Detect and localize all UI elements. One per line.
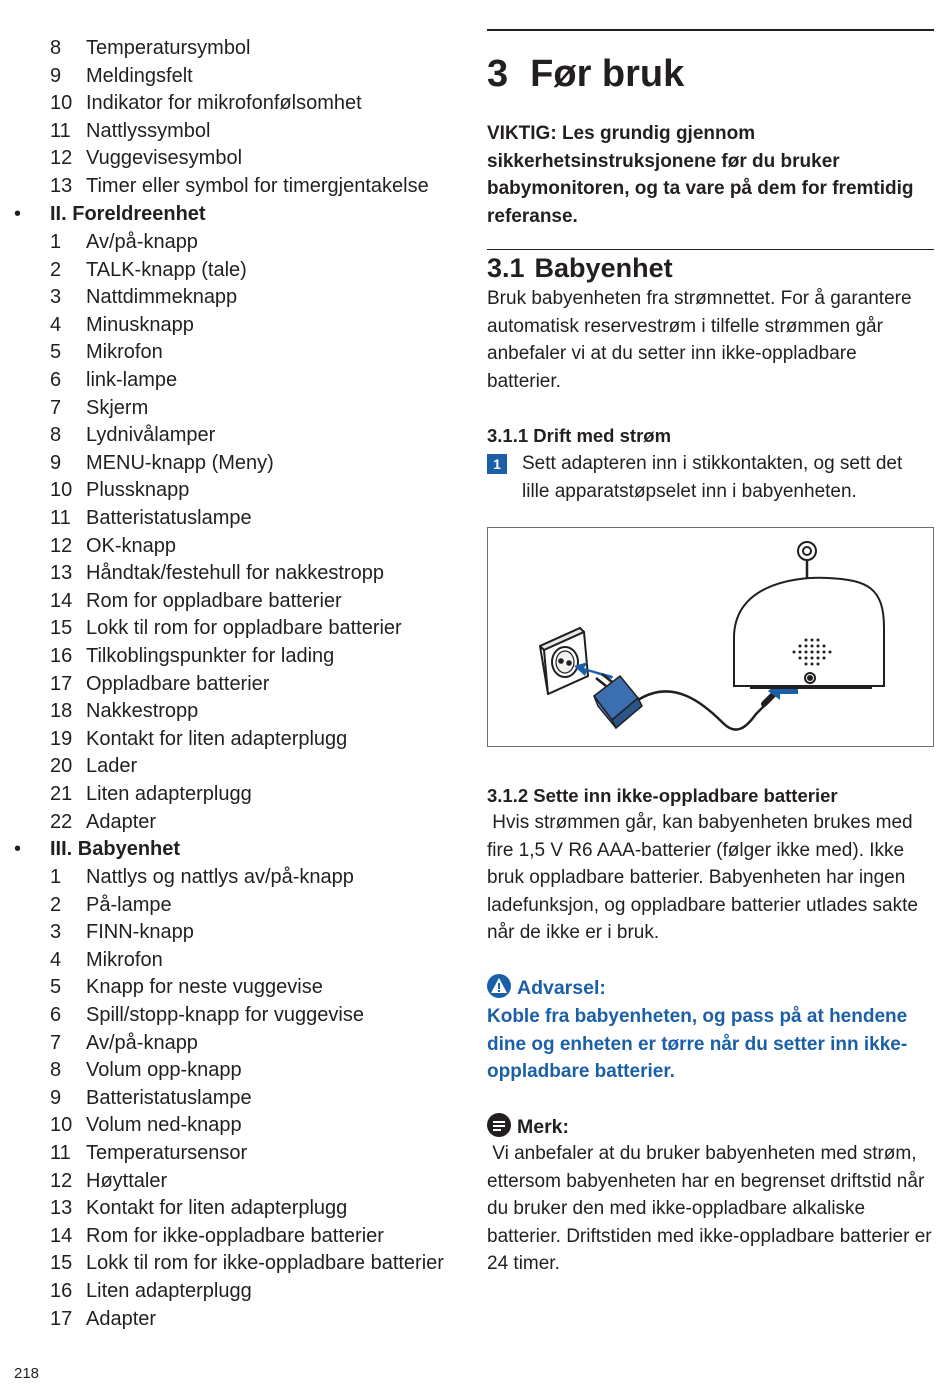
list-item-number: 11 [50, 119, 71, 142]
step-item [487, 450, 934, 505]
section-heading-3-1 [487, 252, 673, 284]
subsection-heading-3-1-1: 3.1.1 Drift med strøm [487, 425, 672, 446]
list-item-text: Liten adapterplugg [86, 783, 252, 805]
section-3-1-2-body: Hvis strømmen går, kan babyenheten brukes med fire 1,5 V R6 AAA-batterier (følger ikke med). Ikke bruk oppladbare batterier. Babyenheten har ingen ladefunksjon, og oppladbare batterier utlades sakte når de ikke er i bruk. [487, 812, 924, 943]
important-notice: VIKTIG: Les grundig gjennom sikkerhetsinstruksjonene før du bruker babymonitoren, og ta vare på dem for fremtidig referanse. [487, 123, 914, 227]
list-item-text: Adapter [86, 1307, 157, 1330]
list-item-number: 3 [50, 921, 62, 944]
list-item-number: 12 [50, 1169, 73, 1192]
list-item-number: 3 [50, 286, 62, 309]
list-item-number: 12 [50, 534, 73, 557]
page-number: 218 [14, 1365, 40, 1382]
list-item-text: FINN-knapp [86, 921, 194, 944]
list-item-number: 16 [50, 1280, 73, 1302]
list-item-text: TALK-knapp (tale) [86, 258, 247, 281]
list-item-number: 11 [50, 1142, 71, 1164]
list-item-number: 8 [50, 1059, 62, 1082]
list-item-text: Høyttaler [86, 1169, 168, 1192]
list-item-text: Lader [86, 755, 138, 778]
list-item-text: Lokk til rom for oppladbare batterier [86, 617, 402, 640]
list-item-number: 11 [50, 507, 71, 529]
list-item-number: 7 [50, 396, 62, 419]
list-item-text: Nattlys og nattlys av/på-knapp [86, 866, 354, 888]
chapter-name: Før bruk [530, 53, 685, 95]
list-item-number: 2 [50, 893, 62, 916]
list-item-text: Håndtak/festehull for nakkestropp [86, 562, 384, 585]
list-item-text: Vuggevisesymbol [86, 147, 243, 170]
warning-text: Koble fra babyenheten, og pass på at hendene dine og enheten er tørre når du setter inn ikke-oppladbare batterier. [487, 1006, 908, 1082]
list-item-number: 8 [50, 37, 62, 59]
list-item-number: 8 [50, 424, 62, 447]
list-item-text: Av/på-knapp [86, 1031, 198, 1054]
list-item-text: Plussknapp [86, 479, 190, 502]
list-item-number: 15 [50, 617, 73, 640]
section-title: III. Babyenhet [50, 838, 181, 860]
list-item-number: 4 [50, 313, 62, 336]
list-item-number: 4 [50, 948, 62, 971]
wall-socket-icon [540, 628, 588, 694]
subsection-heading-3-1-2: 3.1.2 Sette inn ikke-oppladbare batterier [487, 785, 838, 806]
chapter-title [487, 52, 684, 96]
list-item-number: 13 [50, 1197, 73, 1220]
list-item-text: Nattlyssymbol [86, 119, 211, 142]
list-item-text: Adapter [86, 810, 157, 833]
list-item-text: Minusknapp [86, 313, 194, 336]
list-item-text: Kontakt for liten adapterplugg [86, 1197, 348, 1220]
section-name: Babyenhet [534, 253, 673, 283]
list-item-text: Kontakt for liten adapterplugg [86, 727, 348, 750]
adapter-connection-illustration [487, 527, 934, 747]
step-text: Sett adapteren inn i stikkontakten, og sett det lille apparatstøpselet inn i babyenheten. [522, 453, 903, 502]
section-rule [487, 249, 934, 250]
chapter-number: 3 [487, 53, 509, 95]
list-item-text: OK-knapp [86, 534, 177, 557]
section-3-1-body: Bruk babyenheten fra strømnettet. For å garantere automatisk reservestrøm i tilfelle strømmen går anbefaler vi at du setter inn ikke-oppladbare batterier. [487, 288, 912, 392]
list-item-text: Timer eller symbol for timergjentakelse [86, 175, 429, 197]
note-text: Vi anbefaler at du bruker babyenheten med strøm, ettersom babyenheten har en begrenset driftstid når du bruker den med ikke-oppladbare alkaliske batterier. Driftstiden med ikke-oppladbare batterier er 24 timer. [487, 1143, 937, 1274]
list-item-number: 1 [50, 866, 62, 888]
list-item-text: Meldingsfelt [86, 64, 193, 87]
list-item-text: Temperatursensor [86, 1142, 248, 1164]
warning-heading [487, 974, 606, 1005]
list-item-number: 19 [50, 727, 73, 750]
list-item-text: Oppladbare batterier [86, 672, 270, 695]
list-item-number: 9 [50, 64, 62, 87]
section-heading-babyenhet [14, 837, 181, 861]
list-item-number: 21 [50, 783, 73, 805]
list-item-text: Nattdimmeknapp [86, 286, 238, 309]
list-item-number: 14 [50, 589, 73, 612]
list-item-number: 22 [50, 810, 73, 833]
adapter-cable [638, 691, 770, 729]
list-item-text: Liten adapterplugg [86, 1280, 252, 1302]
list-item-text: Spill/stopp-knapp for vuggevise [86, 1004, 364, 1026]
list-item-text: Batteristatuslampe [86, 1086, 252, 1109]
bullet: • [14, 203, 22, 225]
list-item-text: Tilkoblingspunkter for lading [86, 645, 335, 667]
list-item-number: 17 [50, 672, 73, 695]
list-item-text: Skjerm [86, 396, 149, 419]
list-item-text: Batteristatuslampe [86, 507, 252, 529]
list-item-number: 7 [50, 1031, 62, 1054]
baby-unit-icon [734, 542, 884, 688]
note-heading-text: Merk: [517, 1116, 570, 1138]
list-item-number: 6 [50, 1004, 62, 1026]
list-item-text: På-lampe [86, 893, 172, 916]
list-item-number: 18 [50, 700, 73, 723]
section-title: II. Foreldreenhet [50, 203, 206, 225]
list-item-number: 2 [50, 258, 62, 281]
list-item-number: 16 [50, 645, 73, 667]
list-item-number: 10 [50, 479, 73, 502]
list-item-number: 10 [50, 92, 73, 115]
list-item-number: 15 [50, 1252, 73, 1275]
bullet: • [14, 838, 22, 860]
list-item-number: 13 [50, 562, 73, 585]
list-item-text: Indikator for mikrofonfølsomhet [86, 92, 362, 115]
list-item-text: Temperatursymbol [86, 37, 251, 59]
list-item-text: Lokk til rom for ikke-oppladbare batterier [86, 1252, 444, 1275]
step-number-badge: 1 [487, 454, 507, 474]
list-item-number: 13 [50, 175, 73, 197]
list-item-text: Nakkestropp [86, 700, 199, 723]
list-item-text: Mikrofon [86, 948, 163, 971]
list-item-number: 5 [50, 976, 62, 999]
list-item-text: link-lampe [86, 369, 178, 391]
list-item-text: Rom for ikke-oppladbare batterier [86, 1224, 384, 1247]
list-item-number: 9 [50, 1086, 62, 1109]
list-item-text: Av/på-knapp [86, 231, 198, 253]
list-item-number: 20 [50, 755, 73, 778]
list-item-number: 14 [50, 1224, 73, 1247]
list-item-number: 5 [50, 341, 62, 364]
warning-heading-text: Advarsel: [517, 977, 606, 999]
list-item-text: MENU-knapp (Meny) [86, 451, 274, 474]
section-number: 3.1 [487, 253, 525, 283]
list-item-number: 17 [50, 1307, 73, 1330]
section-heading-foreldreenhet [14, 202, 206, 226]
list-item-number: 12 [50, 147, 73, 170]
list-item-text: Mikrofon [86, 341, 163, 364]
power-adapter-icon [594, 674, 642, 728]
warning-triangle-icon [487, 974, 511, 1005]
list-item-number: 9 [50, 451, 62, 474]
list-item-text: Volum opp-knapp [86, 1059, 242, 1082]
list-item-text: Knapp for neste vuggevise [86, 976, 323, 999]
top-rule [487, 29, 934, 31]
adapter-illustration-svg [488, 528, 933, 746]
list-item-number: 1 [50, 231, 62, 253]
list-item-text: Lydnivålamper [86, 424, 216, 447]
list-item-number: 6 [50, 369, 62, 391]
list-item-text: Rom for oppladbare batterier [86, 589, 342, 612]
list-item-text: Volum ned-knapp [86, 1114, 242, 1137]
list-item-number: 10 [50, 1114, 73, 1137]
